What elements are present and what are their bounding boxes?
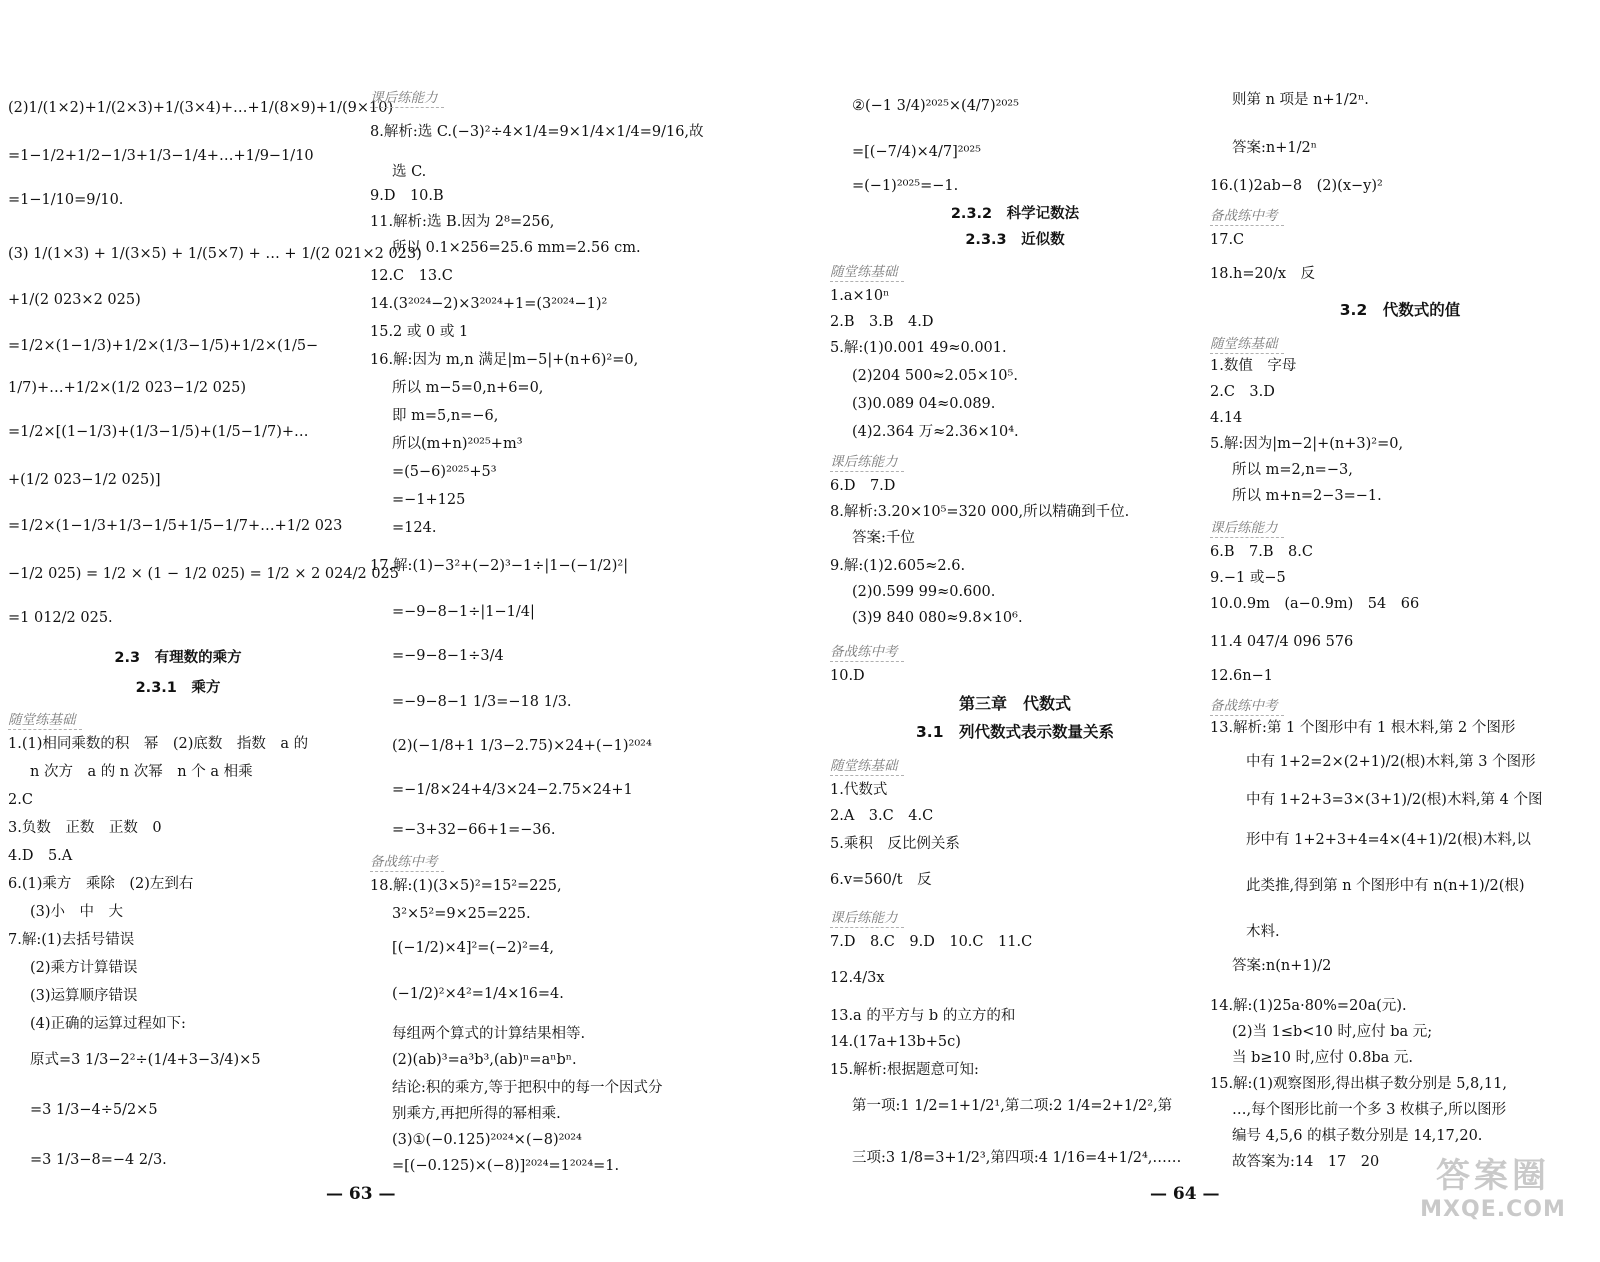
p63-line: (2)(−1/8+1 1/3−2.75)×24+(−1)²⁰²⁴ xyxy=(392,738,652,754)
section-tag: 随堂练基础 xyxy=(830,754,904,776)
p64-line: 17.C xyxy=(1210,232,1245,248)
p64-line: 8.解析:3.20×10⁵=320 000,所以精确到千位. xyxy=(830,504,1130,520)
p63-line: 每组两个算式的计算结果相等. xyxy=(392,1026,586,1042)
p64-line: 6.D 7.D xyxy=(830,478,896,494)
p64-line: 12.4/3x xyxy=(830,970,885,986)
p63-line: =[(−0.125)×(−8)]²⁰²⁴=1²⁰²⁴=1. xyxy=(392,1158,620,1174)
p63-line: (4)正确的运算过程如下: xyxy=(30,1016,186,1032)
p64-line: 10.0.9m (a−0.9m) 54 66 xyxy=(1210,596,1420,612)
p63-line: =−1/8×24+4/3×24−2.75×24+1 xyxy=(392,782,633,798)
p64-line: 5.乘积 反比例关系 xyxy=(830,836,960,852)
p64-line: 2.C 3.D xyxy=(1210,384,1275,400)
p63-line: 14.(3²⁰²⁴−2)×3²⁰²⁴+1=(3²⁰²⁴−1)² xyxy=(370,296,608,312)
p64-line: 12.6n−1 xyxy=(1210,668,1273,684)
p64-line: 所以 m+n=2−3=−1. xyxy=(1232,488,1382,504)
p63-line: 1.(1)相同乘数的积 幂 (2)底数 指数 a 的 xyxy=(8,736,309,752)
p63-line: (3)①(−0.125)²⁰²⁴×(−8)²⁰²⁴ xyxy=(392,1132,582,1148)
p64-line: 故答案为:14 17 20 xyxy=(1232,1154,1380,1170)
p63-line: =3 1/3−4÷5/2×5 xyxy=(30,1102,158,1118)
p64-line: =[(−7/4)×4/7]²⁰²⁵ xyxy=(852,144,981,160)
section-tag: 课后练能力 xyxy=(830,450,904,472)
p63-line: 12.C 13.C xyxy=(370,268,453,284)
p64-line: 答案:千位 xyxy=(852,530,915,546)
p63-line: =1/2×[(1−1/3)+(1/3−1/5)+(1/5−1/7)+… xyxy=(8,424,309,440)
p64-line: 木料. xyxy=(1246,924,1280,940)
p63-line: (2)乘方计算错误 xyxy=(30,960,138,976)
p63-line: 原式=3 1/3−2²÷(1/4+3−3/4)×5 xyxy=(30,1052,261,1068)
p63-line: =1−1/2+1/2−1/3+1/3−1/4+…+1/9−1/10 xyxy=(8,148,314,164)
p63-line: (3) 1/(1×3) + 1/(3×5) + 1/(5×7) + … + 1/(2 021×2 023) xyxy=(8,246,422,262)
p64-line: 14.解:(1)25a·80%=20a(元). xyxy=(1210,998,1407,1014)
page-number: — 63 — xyxy=(326,1184,396,1204)
p64-line: 6.B 7.B 8.C xyxy=(1210,544,1313,560)
p64-line: 形中有 1+2+3+4=4×(4+1)/2(根)木料,以 xyxy=(1246,832,1531,848)
section-tag: 随堂练基础 xyxy=(8,708,82,730)
watermark-url: MXQE.COM xyxy=(1420,1197,1566,1222)
p64-line: 答案:n(n+1)/2 xyxy=(1232,958,1332,974)
p64-line: 所以 m=2,n=−3, xyxy=(1232,462,1353,478)
p64-line: 18.h=20/x 反 xyxy=(1210,266,1316,282)
p63-line: 16.解:因为 m,n 满足|m−5|+(n+6)²=0, xyxy=(370,352,639,368)
p64-line: 三项:3 1/8=3+1/2³,第四项:4 1/16=4+1/2⁴,…… xyxy=(852,1150,1182,1166)
p63-line: 所以 0.1×256=25.6 mm=2.56 cm. xyxy=(392,240,641,256)
p63-line: 18.解:(1)(3×5)²=15²=225, xyxy=(370,878,562,894)
p64-line: 6.v=560/t 反 xyxy=(830,872,932,888)
subsection-title: 2.3.3 近似数 xyxy=(965,232,1065,248)
p64-line: 15.解析:根据题意可知: xyxy=(830,1062,979,1078)
p63-line: =1 012/2 025. xyxy=(8,610,113,626)
p63-line: 所以(m+n)²⁰²⁵+m³ xyxy=(392,436,523,452)
p64-line: =(−1)²⁰²⁵=−1. xyxy=(852,178,959,194)
p63-line: −1/2 025) = 1/2 × (1 − 1/2 025) = 1/2 × 2 024/2 025 xyxy=(8,566,400,582)
p64-line: (3)9 840 080≈9.8×10⁶. xyxy=(852,610,1023,626)
p64-line: (2)0.599 99≈0.600. xyxy=(852,584,996,600)
p63-line: 11.解析:选 B.因为 2⁸=256, xyxy=(370,214,555,230)
p64-line: 1.a×10ⁿ xyxy=(830,288,890,304)
p63-line: 即 m=5,n=−6, xyxy=(392,408,499,424)
p63-line: 8.解析:选 C.(−3)²÷4×1/4=9×1/4×1/4=9/16,故 xyxy=(370,124,704,140)
section-tag: 随堂练基础 xyxy=(830,260,904,282)
p63-line: (2)(ab)³=a³b³,(ab)ⁿ=aⁿbⁿ. xyxy=(392,1052,577,1068)
p63-line: =1/2×(1−1/3+1/3−1/5+1/5−1/7+…+1/2 023 xyxy=(8,518,343,534)
p63-line: 7.解:(1)去括号错误 xyxy=(8,932,135,948)
p63-line: =−1+125 xyxy=(392,492,466,508)
section-tag: 备战练中考 xyxy=(1210,694,1284,716)
p63-line: =124. xyxy=(392,520,437,536)
p64-line: 中有 1+2=2×(2+1)/2(根)木料,第 3 个图形 xyxy=(1246,754,1536,770)
p64-line: 9.−1 或−5 xyxy=(1210,570,1286,586)
p63-line: (2)1/(1×2)+1/(2×3)+1/(3×4)+…+1/(8×9)+1/(9×10) xyxy=(8,100,394,116)
p64-line: 9.解:(1)2.605≈2.6. xyxy=(830,558,966,574)
p64-line: 4.14 xyxy=(1210,410,1243,426)
p64-line: …,每个图形比前一个多 3 枚棋子,所以图形 xyxy=(1232,1102,1507,1118)
p64-line: 13.解析:第 1 个图形中有 1 根木料,第 2 个图形 xyxy=(1210,720,1516,736)
p64-line: 则第 n 项是 n+1/2ⁿ. xyxy=(1232,92,1369,108)
p64-line: (3)0.089 04≈0.089. xyxy=(852,396,996,412)
p63-line: 2.C xyxy=(8,792,33,808)
p63-line: 3²×5²=9×25=225. xyxy=(392,906,531,922)
p64-line: 1.数值 字母 xyxy=(1210,358,1297,374)
p63-line: =−3+32−66+1=−36. xyxy=(392,822,556,838)
p63-line: 4.D 5.A xyxy=(8,848,73,864)
p63-line: +1/(2 023×2 025) xyxy=(8,292,141,308)
chapter-title: 第三章 代数式 xyxy=(958,694,1071,713)
page-number: — 64 — xyxy=(1150,1184,1220,1204)
p64-line: 15.解:(1)观察图形,得出棋子数分别是 5,8,11, xyxy=(1210,1076,1507,1092)
p64-line: 16.(1)2ab−8 (2)(x−y)² xyxy=(1210,178,1383,194)
p64-line: (2)当 1≤b<10 时,应付 ba 元; xyxy=(1232,1024,1433,1040)
section-title: 2.3 有理数的乘方 xyxy=(114,650,242,666)
section-tag: 随堂练基础 xyxy=(1210,332,1284,354)
p63-line: =3 1/3−8=−4 2/3. xyxy=(30,1152,167,1168)
p64-line: 第一项:1 1/2=1+1/2¹,第二项:2 1/4=2+1/2²,第 xyxy=(852,1098,1173,1114)
p63-line: 结论:积的乘方,等于把积中的每一个因式分 xyxy=(392,1080,663,1096)
p63-line: (3)小 中 大 xyxy=(30,904,124,920)
p63-line: +(1/2 023−1/2 025)] xyxy=(8,472,161,488)
p63-line: =(5−6)²⁰²⁵+5³ xyxy=(392,464,497,480)
p64-line: (2)204 500≈2.05×10⁵. xyxy=(852,368,1018,384)
subsection-title: 2.3.1 乘方 xyxy=(135,680,221,696)
p64-line: 14.(17a+13b+5c) xyxy=(830,1034,961,1050)
p63-line: =1/2×(1−1/3)+1/2×(1/3−1/5)+1/2×(1/5− xyxy=(8,338,319,354)
p63-line: 选 C. xyxy=(392,164,427,180)
p64-line: (4)2.364 万≈2.36×10⁴. xyxy=(852,424,1019,440)
p63-line: 17.解:(1)−3²+(−2)³−1÷|1−(−1/2)²| xyxy=(370,558,629,574)
p64-line: 7.D 8.C 9.D 10.C 11.C xyxy=(830,934,1033,950)
section-tag: 课后练能力 xyxy=(1210,516,1284,538)
p63-line: =1−1/10=9/10. xyxy=(8,192,124,208)
p64-line: 编号 4,5,6 的棋子数分别是 14,17,20. xyxy=(1232,1128,1483,1144)
p63-line: 9.D 10.B xyxy=(370,188,444,204)
section-tag: 课后练能力 xyxy=(370,86,444,108)
p64-line: 2.B 3.B 4.D xyxy=(830,314,934,330)
section-tag: 备战练中考 xyxy=(370,850,444,872)
p64-line: 1.代数式 xyxy=(830,782,888,798)
p63-line: 所以 m−5=0,n+6=0, xyxy=(392,380,544,396)
section-tag: 备战练中考 xyxy=(830,640,904,662)
p63-line: =−9−8−1÷|1−1/4| xyxy=(392,604,535,620)
p64-line: 5.解:因为|m−2|+(n+3)²=0, xyxy=(1210,436,1404,452)
watermark-logo xyxy=(1408,1148,1578,1248)
p63-line: 别乘方,再把所得的幂相乘. xyxy=(392,1106,561,1122)
p64-line: 当 b≥10 时,应付 0.8ba 元. xyxy=(1232,1050,1414,1066)
p63-line: 6.(1)乘方 乘除 (2)左到右 xyxy=(8,876,194,892)
section-tag: 课后练能力 xyxy=(830,906,904,928)
section-title: 3.1 列代数式表示数量关系 xyxy=(916,723,1114,741)
p64-line: 此类推,得到第 n 个图形中有 n(n+1)/2(根) xyxy=(1246,878,1525,894)
p63-line: n 次方 a 的 n 次幂 n 个 a 相乘 xyxy=(30,764,253,780)
p64-line: 5.解:(1)0.001 49≈0.001. xyxy=(830,340,1007,356)
p63-line: 15.2 或 0 或 1 xyxy=(370,324,469,340)
p63-line: (−1/2)²×4²=1/4×16=4. xyxy=(392,986,564,1002)
p64-line: ②(−1 3/4)²⁰²⁵×(4/7)²⁰²⁵ xyxy=(852,98,1019,114)
p63-line: =−9−8−1 1/3=−18 1/3. xyxy=(392,694,572,710)
p63-line: =−9−8−1÷3/4 xyxy=(392,648,504,664)
watermark-text: 答案圈 xyxy=(1436,1156,1550,1196)
section-tag: 备战练中考 xyxy=(1210,204,1284,226)
p63-line: (3)运算顺序错误 xyxy=(30,988,138,1004)
p64-line: 2.A 3.C 4.C xyxy=(830,808,934,824)
p64-line: 11.4 047/4 096 576 xyxy=(1210,634,1354,650)
p64-line: 答案:n+1/2ⁿ xyxy=(1232,140,1317,156)
p64-line: 中有 1+2+3=3×(3+1)/2(根)木料,第 4 个图 xyxy=(1246,792,1543,808)
section-title: 3.2 代数式的值 xyxy=(1339,301,1461,319)
p63-line: [(−1/2)×4]²=(−2)²=4, xyxy=(392,940,554,956)
p64-line: 10.D xyxy=(830,668,865,684)
p63-line: 3.负数 正数 正数 0 xyxy=(8,820,162,836)
subsection-title: 2.3.2 科学记数法 xyxy=(950,206,1080,222)
p63-line: 1/7)+…+1/2×(1/2 023−1/2 025) xyxy=(8,380,246,396)
p64-line: 13.a 的平方与 b 的立方的和 xyxy=(830,1008,1016,1024)
